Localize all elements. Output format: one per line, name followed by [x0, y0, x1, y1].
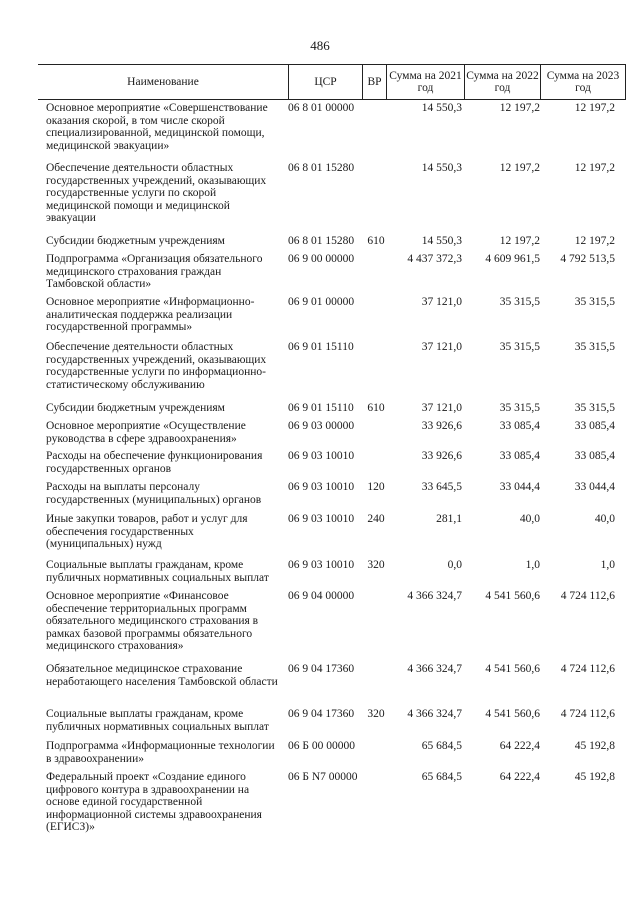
- row-name: Обеспечение деятельности областных государственных учреждений, оказывающих государственные услуги по скорой медицинской помощи и медицинской эвакуации: [46, 162, 267, 224]
- row-sum-2021: 4 366 324,7: [407, 708, 462, 720]
- row-sum-2022: 33 085,4: [499, 420, 540, 432]
- row-vr: 320: [367, 559, 385, 571]
- row-name: Социальные выплаты гражданам, кроме публичных нормативных социальных выплат: [46, 559, 269, 584]
- row-name: Подпрограмма «Организация обязательного медицинского страхования граждан Тамбовской области»: [46, 253, 263, 290]
- row-vr: 610: [367, 235, 385, 247]
- row-sum-2023: 4 724 112,6: [560, 708, 615, 720]
- row-sum-2023: 35 315,5: [574, 341, 615, 353]
- row-sum-2022: 35 315,5: [499, 402, 540, 414]
- row-csr: 06 9 03 10010: [288, 559, 355, 571]
- row-sum-2023: 4 792 513,5: [560, 253, 615, 265]
- row-name: Расходы на выплаты персоналу государственных (муниципальных) органов: [46, 481, 262, 506]
- row-name: Основное мероприятие «Информационно-аналитическая поддержка реализации государственной программы»: [46, 296, 255, 333]
- row-vr: 610: [367, 402, 385, 414]
- row-sum-2021: 0,0: [447, 559, 462, 571]
- row-sum-2023: 4 724 112,6: [560, 590, 615, 602]
- row-sum-2023: 45 192,8: [574, 771, 615, 783]
- row-sum-2023: 35 315,5: [574, 402, 615, 414]
- table-header: [38, 64, 626, 100]
- row-name: Обязательное медицинское страхование неработающего населения Тамбовской области: [46, 663, 278, 688]
- row-csr: 06 8 01 15280: [288, 235, 355, 247]
- row-vr: 240: [367, 513, 385, 525]
- row-sum-2021: 37 121,0: [421, 296, 462, 308]
- row-name: Обеспечение деятельности областных государственных учреждений, оказывающих государственные услуги по информационно-статистическому обслуживанию: [46, 341, 267, 391]
- row-sum-2021: 4 366 324,7: [407, 663, 462, 675]
- row-name: Субсидии бюджетным учреждениям: [46, 402, 225, 414]
- row-sum-2022: 4 609 961,5: [485, 253, 540, 265]
- row-sum-2022: 4 541 560,6: [485, 590, 540, 602]
- row-sum-2021: 14 550,3: [421, 102, 462, 114]
- row-sum-2022: 64 222,4: [499, 740, 540, 752]
- row-sum-2022: 1,0: [525, 559, 540, 571]
- row-sum-2021: 37 121,0: [421, 341, 462, 353]
- row-sum-2021: 4 366 324,7: [407, 590, 462, 602]
- row-sum-2023: 33 085,4: [574, 450, 615, 462]
- page-number: 486: [310, 38, 330, 53]
- row-sum-2023: 35 315,5: [574, 296, 615, 308]
- row-sum-2022: 12 197,2: [499, 162, 540, 174]
- row-name: Основное мероприятие «Совершенствование оказания скорой, в том числе скорой специализированной, медицинской помощи, медицинской эвакуации»: [46, 102, 268, 152]
- row-sum-2022: 33 044,4: [499, 481, 540, 493]
- row-sum-2023: 45 192,8: [574, 740, 615, 752]
- row-sum-2023: 1,0: [600, 559, 615, 571]
- row-sum-2021: 33 926,6: [421, 420, 462, 432]
- row-sum-2021: 33 926,6: [421, 450, 462, 462]
- row-csr: 06 9 00 00000: [288, 253, 355, 265]
- header-vr: ВР: [362, 65, 386, 99]
- row-csr: 06 9 03 10010: [288, 450, 355, 462]
- row-csr: 06 9 01 00000: [288, 296, 355, 308]
- row-csr: 06 Б N7 00000: [288, 771, 358, 783]
- row-sum-2022: 35 315,5: [499, 341, 540, 353]
- row-csr: 06 Б 00 00000: [288, 740, 355, 752]
- row-name: Социальные выплаты гражданам, кроме публичных нормативных социальных выплат: [46, 708, 269, 733]
- row-sum-2022: 35 315,5: [499, 296, 540, 308]
- row-csr: 06 8 01 15280: [288, 162, 355, 174]
- header-csr: ЦСР: [288, 65, 362, 99]
- row-csr: 06 9 03 00000: [288, 420, 355, 432]
- row-name: Подпрограмма «Информационные технологии в здравоохранении»: [46, 740, 275, 765]
- row-name: Федеральный проект «Создание единого цифрового контура в здравоохранении на основе единой государственной информационной системы здравоохранения (ЕГИСЗ)»: [46, 771, 262, 833]
- row-sum-2022: 12 197,2: [499, 102, 540, 114]
- row-sum-2021: 33 645,5: [421, 481, 462, 493]
- row-vr: 120: [367, 481, 385, 493]
- row-sum-2022: 64 222,4: [499, 771, 540, 783]
- row-sum-2023: 12 197,2: [574, 102, 615, 114]
- row-vr: 320: [367, 708, 385, 720]
- row-sum-2021: 281,1: [436, 513, 462, 525]
- row-csr: 06 9 03 10010: [288, 513, 355, 525]
- header-sum-2022: Сумма на 2022 год: [464, 65, 540, 99]
- row-sum-2023: 33 044,4: [574, 481, 615, 493]
- header-name: Наименование: [127, 76, 199, 88]
- row-csr: 06 9 04 17360: [288, 708, 355, 720]
- row-sum-2022: 4 541 560,6: [485, 663, 540, 675]
- row-sum-2023: 33 085,4: [574, 420, 615, 432]
- row-sum-2021: 65 684,5: [421, 771, 462, 783]
- row-sum-2021: 37 121,0: [421, 402, 462, 414]
- header-sum-2023: Сумма на 2023 год: [540, 65, 626, 99]
- row-sum-2023: 4 724 112,6: [560, 663, 615, 675]
- row-csr: 06 8 01 00000: [288, 102, 355, 114]
- row-name: Основное мероприятие «Осуществление руководства в сфере здравоохранения»: [46, 420, 246, 445]
- row-sum-2021: 65 684,5: [421, 740, 462, 752]
- row-sum-2023: 12 197,2: [574, 162, 615, 174]
- row-name: Субсидии бюджетным учреждениям: [46, 235, 225, 247]
- row-sum-2022: 33 085,4: [499, 450, 540, 462]
- row-name: Расходы на обеспечение функционирования государственных органов: [46, 450, 263, 475]
- row-sum-2021: 14 550,3: [421, 235, 462, 247]
- row-csr: 06 9 04 00000: [288, 590, 355, 602]
- row-csr: 06 9 01 15110: [288, 402, 354, 414]
- row-sum-2023: 12 197,2: [574, 235, 615, 247]
- row-sum-2021: 4 437 372,3: [407, 253, 462, 265]
- row-csr: 06 9 01 15110: [288, 341, 354, 353]
- row-csr: 06 9 04 17360: [288, 663, 355, 675]
- row-name: Иные закупки товаров, работ и услуг для обеспечения государственных (муниципальных) нужд: [46, 513, 248, 550]
- row-name: Основное мероприятие «Финансовое обеспечение территориальных программ обязательного медицинского страхования в рамках базовой программы обязательного медицинского страхования»: [46, 590, 259, 652]
- row-sum-2021: 14 550,3: [421, 162, 462, 174]
- row-sum-2022: 12 197,2: [499, 235, 540, 247]
- row-sum-2022: 40,0: [519, 513, 540, 525]
- row-sum-2023: 40,0: [594, 513, 615, 525]
- row-sum-2022: 4 541 560,6: [485, 708, 540, 720]
- row-csr: 06 9 03 10010: [288, 481, 355, 493]
- header-sum-2021: Сумма на 2021 год: [386, 65, 464, 99]
